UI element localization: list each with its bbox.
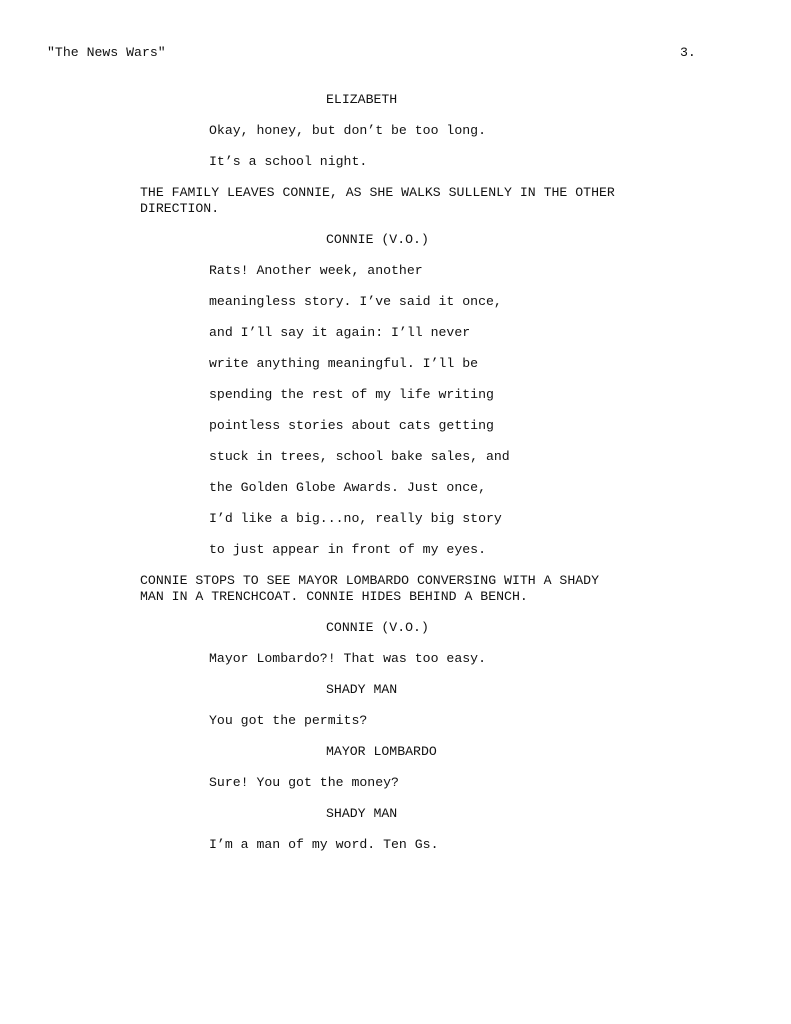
character-cue: CONNIE (V.O.) xyxy=(326,232,429,247)
dialogue-line: the Golden Globe Awards. Just once, xyxy=(209,480,486,495)
dialogue-line: write anything meaningful. I’ll be xyxy=(209,356,479,371)
action-line: THE FAMILY LEAVES CONNIE, AS SHE WALKS SULLENLY IN THE OTHER xyxy=(140,185,615,200)
page-number: 3. xyxy=(680,45,696,60)
dialogue-line: Rats! Another week, another xyxy=(209,263,423,278)
character-cue: MAYOR LOMBARDO xyxy=(326,744,437,759)
dialogue-line: pointless stories about cats getting xyxy=(209,418,494,433)
dialogue-line: stuck in trees, school bake sales, and xyxy=(209,449,510,464)
action-line: DIRECTION. xyxy=(140,201,220,216)
character-cue: SHADY MAN xyxy=(326,682,398,697)
dialogue-line: and I’ll say it again: I’ll never xyxy=(209,325,471,340)
script-title: "The News Wars" xyxy=(47,45,166,60)
dialogue-line: Mayor Lombardo?! That was too easy. xyxy=(209,651,486,666)
action-line: CONNIE STOPS TO SEE MAYOR LOMBARDO CONVERSING WITH A SHADY xyxy=(140,573,599,588)
character-cue: ELIZABETH xyxy=(326,92,398,107)
dialogue-line: You got the permits? xyxy=(209,713,368,728)
dialogue-line: I’m a man of my word. Ten Gs. xyxy=(209,837,439,852)
dialogue-line: Okay, honey, but don’t be too long. xyxy=(209,123,486,138)
dialogue-line: I’d like a big...no, really big story xyxy=(209,511,502,526)
dialogue-line: Sure! You got the money? xyxy=(209,775,399,790)
dialogue-line: meaningless story. I’ve said it once, xyxy=(209,294,502,309)
dialogue-line: It’s a school night. xyxy=(209,154,368,169)
dialogue-line: to just appear in front of my eyes. xyxy=(209,542,486,557)
character-cue: CONNIE (V.O.) xyxy=(326,620,429,635)
action-line: MAN IN A TRENCHCOAT. CONNIE HIDES BEHIND A BENCH. xyxy=(140,589,528,604)
character-cue: SHADY MAN xyxy=(326,806,398,821)
dialogue-line: spending the rest of my life writing xyxy=(209,387,494,402)
